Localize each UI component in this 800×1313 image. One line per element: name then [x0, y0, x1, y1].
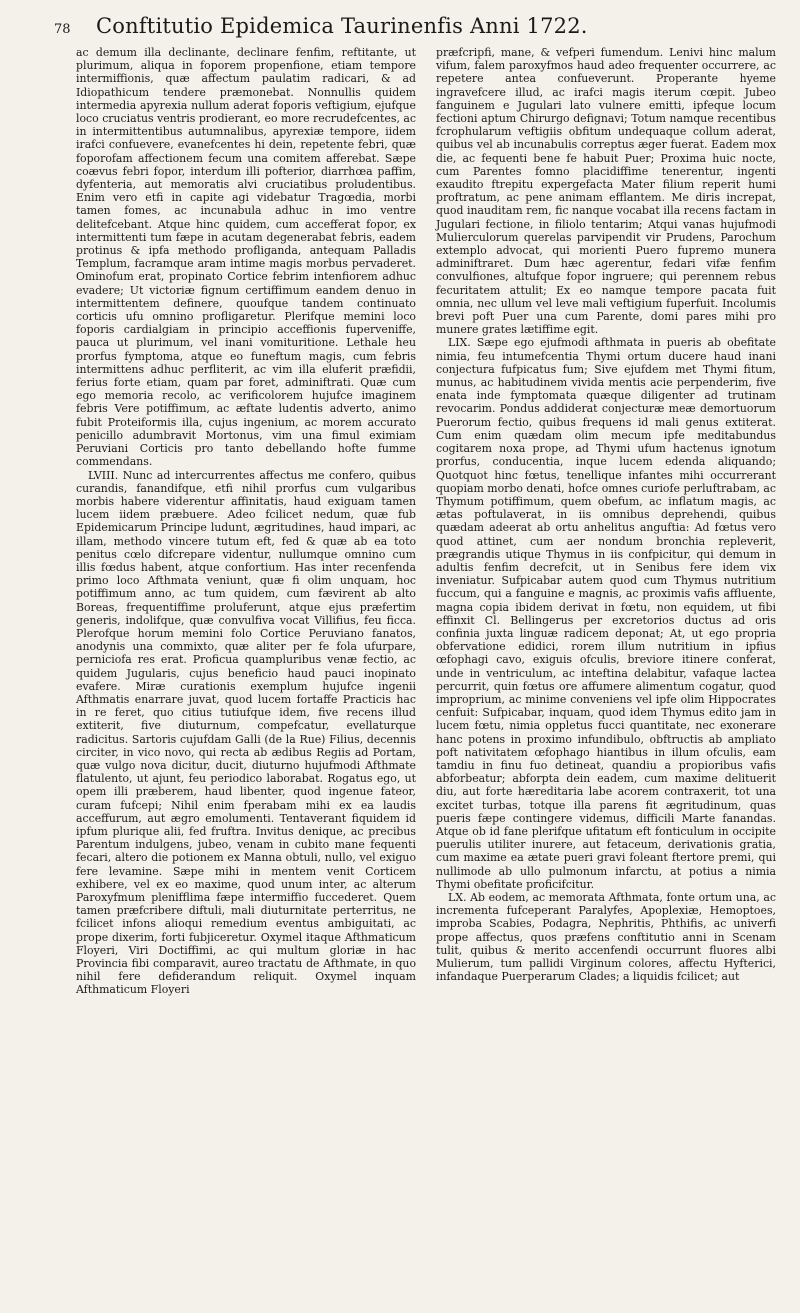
- paragraph: ac demum illa declinante, declinare fenfim, reftitante, ut plurimum, aliqua in foporem propenfione, etiam tempore intermiffionis, quæ affectum paulatim radicari, & ad Idiopathicum tendere præmonebat. Nonnullis quidem intermedia apyrexia nullum aderat foporis veftigium, ejufque loco cruciatus ventris prodierant, eo more recrudefcentes, ac in intermittentibus autumnalibus, apyrexiæ tempore, iidem irafci confuevere, evanefcentes hi dein, repetente febri, quæ foporofam affectionem fecum una comitem afferebat. Sæpe coævus febri fopor, interdum illi pofterior, diarrhœa paffim, dyfenteria, aut memoratis alvi cruciatibus proludentibus. Enim vero etfi in capite agi videbatur Tragœdia, morbi tamen fomes, ac incunabula adhuc in imo ventre delitefcebant. Atque hinc quidem, cum accefferat fopor, ex intermittenti tum fæpe in acutam degenerabat febris, eadem protinus & ipfa methodo profliganda, antequam Palladis Templum, facramque aram intime magis morbus pervaderet. Ominofum erat, propinato Cortice febrim intenfiorem adhuc evadere; Ut victoriæ fignum certiffimum eandem denuo in intermittentem definere, quoufque tandem continuato corticis ufu omnino profligaretur. Plerifque memini loco foporis cardialgiam in principio acceffionis fuperveniffe, pauca ut plurimum, vel inani vomituritione. Lethale heu prorfus fymptoma, atque eo funeftum magis, cum febris intermittens adhuc perfliterit, ac vim illa eluferit præfidii, ferius forte etiam, quam par foret, adminiftrati. Quæ cum ego memoria recolo, ac verificolorem hujufce imaginem febris Vere potiffimum, ac æftate ludentis adverto, animo fubit Proteiformis illa, cujus ingenium, ac morem accurato penicillo adumbravit Mortonus, vim una fimul eximiam Peruviani Corticis pro tanto debellando hofte fumme commendans.: [76, 46, 416, 469]
- text-columns: [76, 46, 776, 997]
- paragraph: præfcripfi, mane, & vefperi fumendum. Lenivi hinc malum vifum, falem paroxyfmos haud adeo frequenter occurrere, ac repetere antea confueverunt. Properante hyeme ingravefcere illud, ac irafci magis iterum cœpit. Jubeo fanguinem e Jugulari lato vulnere emitti, ipfeque locum fectioni aptum Chirurgo defignavi; Totum namque recentibus fcrophularum veftigiis obfitum undequaque collum aderat, quibus vel ab incunabulis correptus æger fuerat. Eadem mox die, ac fequenti bene fe habuit Puer; Proxima huic nocte, cum Parentes fomno placidiffime tenerentur, ingenti exaudito ftrepitu expergefacta Mater filium reperit humi proftratum, ac pene animam efflantem. Me diris increpat, quod inauditam rem, fic nanque vocabat illa recens factam in Jugulari fectione, in filiolo tentarim; Atqui vanas hujufmodi Mulierculorum querelas parvipendit vir Prudens, Parochum extemplo advocat, qui morienti Puero fupremo munera adminiftraret. Dum hæc agerentur, fedari vifæ fenfim convulfiones, altufque fopor ingruere; qui perennem rebus fecuritatem attulit; Ex eo namque tempore pacata fuit omnia, nec ullum vel leve mali veftigium fuperfuit. Incolumis brevi poft Puer una cum Parente, domi pares mihi pro munere grates lætiffime egit.: [436, 46, 776, 337]
- paragraph: LX. Ab eodem, ac memorata Afthmata, fonte ortum una, ac incrementa fufceperant Paralyfes, Apoplexiæ, Hemoptoes, improba Scabies, Podagra, Nephritis, Phthifis, ac univerfi prope affectus, quos præfens conftitutio anni in Scenam tulit, quibus & merito accenfendi occurrunt fluores albi Mulierum, tum pallidi Virginum colores, affectu Hyfterici, infandaque Puerperarum Clades; a liquidis fcilicet; aut: [436, 891, 776, 984]
- page-number: 78: [54, 22, 71, 37]
- right-column: [436, 46, 776, 997]
- paragraph: LVIII. Nunc ad intercurrentes affectus me confero, quibus curandis, fanandifque, etfi nihil prorfus cum vulgaribus morbis habere viderentur affinitatis, haud exiguam tamen lucem iidem præbuere. Adeo fcilicet nedum, quæ fub Epidemicarum Principe ludunt, ægritudines, haud impari, ac illam, methodo vincere tutum eft, fed & quæ ab ea toto penitus cœlo difcrepare videntur, nullumque omnino cum illis fœdus habent, atque confortium. Has inter recenfenda primo loco Afthmata veniunt, quæ fi olim unquam, hoc potiffimum anno, ac tum quidem, cum fævirent ab alto Boreas, frequentiffime proluferunt, atque ejus præfertim generis, indolifque, quæ convulfiva vocat Villifius, feu ficca. Plerofque horum memini folo Cortice Peruviano fanatos, anodynis una commixto, quæ aliter per fe fola ufurpare, perniciofa res erat. Proficua quampluribus venæ fectio, ac quidem Jugularis, cujus beneficio haud pauci inopinato evafere. Miræ curationis exemplum hujufce ingenii Afthmatis enarrare juvat, quod lucem fortaffe Practicis hac in re feret, quo citius tutiufque idem, five recens illud extiterit, five diuturnum, compefcatur, evellaturque radicitus. Sartoris cujufdam Galli (de la Rue) Filius, decennis circiter, in vico novo, qui recta ab ædibus Regiis ad Portam, quæ vulgo nova dicitur, ducit, diuturno hujufmodi Afthmate flatulento, ut ajunt, feu periodico laborabat. Rogatus ego, ut opem illi præberem, haud libenter, quod ingenue fateor, curam fufcepi; Nihil enim fperabam mihi ex ea laudis acceffurum, aut ægro emolumenti. Tentaverant fiquidem id ipfum plurique alii, fed fruftra. Invitus denique, ac precibus Parentum indulgens, jubeo, venam in cubito mane fequenti fecari, altero die potionem ex Manna obtuli, nullo, vel exiguo fere levamine. Sæpe mihi in mentem venit Corticem exhibere, vel ex eo maxime, quod unum inter, ac alterum Paroxyfmum plenifflima fæpe intermiffio fuccederet. Quem tamen præfcribere diftuli, mali diuturnitate perterritus, ne fcilicet infons alioqui remedium eventus ambiguitati, ac prope dixerim, forti fubjiceretur. Oxymel itaque Afthmaticum Floyeri, Viri Doctiffimi, ac qui multum gloriæ in hac Provincia fibi comparavit, aureo tractatu de Afthmate, in quo nihil fere defiderandum reliquit. Oxymel inquam Afthmaticum Floyeri: [76, 468, 416, 997]
- paragraph: LIX. Sæpe ego ejufmodi afthmata in pueris ab obefitate nimia, feu intumefcentia Thymi ortum ducere haud inani conjectura fufpicatus fum; Sive ejufdem met Thymi fitum, munus, ac habitudinem vivida mentis acie perpenderim, five enata inde fymptomata quæque diligenter ad trutinam revocarim. Pondus addiderat conjecturæ meæ demortuorum Puerorum fectio, quibus frequens id mali genus extiterat. Cum enim quædam olim mecum ipfe meditabundus cogitarem noxa prope, ad Thymi ufum hactenus ignotum prorfus, conducentia, inque lucem edenda aliquando; Quotquot hinc fœtus, tenellique infantes mihi occurrerant quopiam morbo denati, hofce omnes curiofe perluftrabam, ac Thymum potiffimum, quem obefum, ac inflatum magis, ac ætas poftulaverat, in iis omnibus deprehendi, quibus quædam adeerat ab ortu anhelitus anguftia: Ad fœtus vero quod attinet, cum aer nondum bronchia repleverit, prægrandis utique Thymus in iis confpicitur, qui demum in adultis fenfim decrefcit, ut in Senibus fere idem vix inveniatur. Sufpicabar autem quod cum Thymus nutritium fuccum, qui a fanguine e magnis, ac proximis vafis affluente, magna copia ibidem derivat in fœtu, non equidem, ut fibi effinxit Cl. Bellingerus per excretorios ductus ad oris confinia juxta linguæ radicem deponat; At, ut ego propria obfervatione edidici, rorem illum nutritium in ipfius œfophagi cavo, exiguis ofculis, breviore itinere conferat, unde in ventriculum, ac inteftina delabitur, vafaque lactea percurrit, quin fœtus ore affumere alimentum cogatur, quod improprium, ac minime conveniens vel ipfe olim Hippocrates cenfuit: Sufpicabar, inquam, quod idem Thymus edito jam in lucem fœtu, nimia oppletus fucci quantitate, nec exonerare hanc potens in proximo infundibulo, obftructis ab ampliato poft nativitatem œfophago hiantibus in illum ofculis, eam tamdiu in finu fuo detineat, quandiu a propioribus vafis abforbeatur; abforpta dein eadem, cum maxime delituerit diu, aut forte hæreditaria labe acorem contraxerit, tot una excitet turbas, totque illa parens fit ægritudinum, quas pueris fæpe contingere videmus, difficili Marte fanandas. Atque ob id fane plerifque ufitatum eft fonticulum in occipite puerulis utiliter inurere, aut fetaceum, derivationis gratia, cum maxime ea ætate pueri gravi foleant ftertore premi, qui nullimode ab ullo pulmonum infarctu, at potius a nimia Thymi obefitate proficifcitur.: [436, 336, 776, 891]
- page-header: [54, 8, 754, 44]
- left-column: [76, 46, 416, 997]
- running-title: Conftitutio Epidemica Taurinenfis Anni 1722.: [96, 14, 588, 38]
